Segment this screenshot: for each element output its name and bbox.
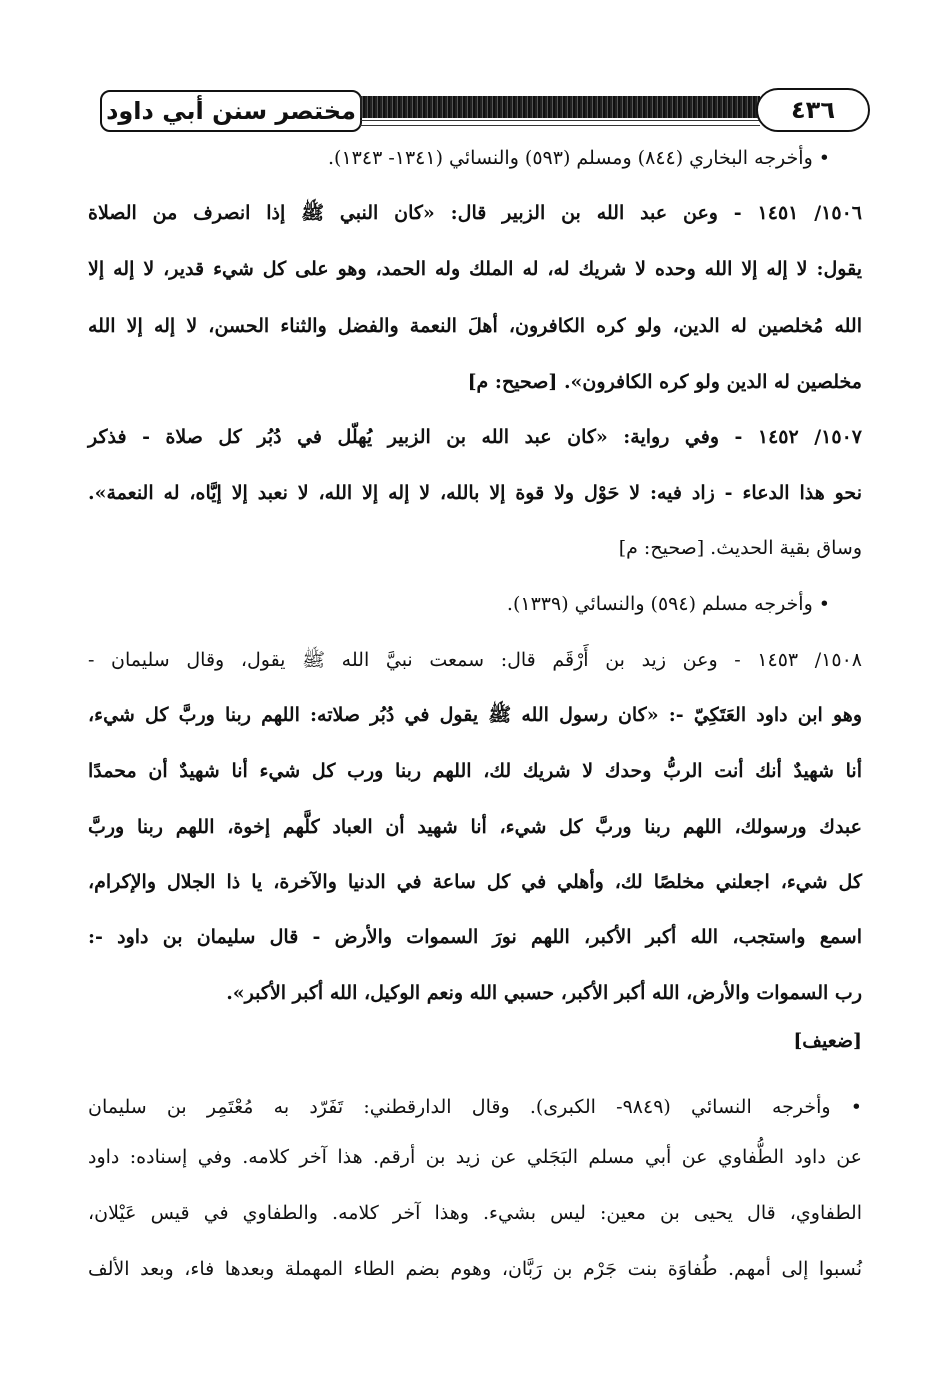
page-number: ٤٣٦	[756, 88, 870, 132]
text-line: نحو هذا الدعاء - زاد فيه: لا حَوْل ولا قوة إلا بالله، لا إله إلا الله، لا نعبد إلا إيَّاه، له النعمة».	[88, 482, 862, 504]
text-line: أنا شهيدٌ أنك أنت الربُّ وحدك لا شريك لك، اللهم ربنا ورب كل شيء أنا شهيدٌ أن محمدًا	[88, 760, 862, 782]
hadith-1508-line: ١٥٠٨/ ١٤٥٣ - وعن زيد بن أَرْقَم قال: سمعت نبيَّ الله ﷺ يقول، وقال سليمان -	[88, 649, 862, 671]
hadith-1506-line: ١٥٠٦/ ١٤٥١ - وعن عبد الله بن الزبير قال: «كان النبي ﷺ إذا انصرف من الصلاة	[88, 202, 862, 224]
text-line: • وأخرجه البخاري (٨٤٤) ومسلم (٥٩٣) والنسائي (١٣٤١- ١٣٤٣).	[328, 147, 830, 169]
hadith-1507-line: ١٥٠٧/ ١٤٥٢ - وفي رواية: «كان عبد الله بن الزبير يُهلّل في دُبُر كل صلاة - فذكر	[88, 426, 862, 448]
text-line: • وأخرجه مسلم (٥٩٤) والنسائي (١٣٣٩).	[506, 593, 830, 615]
header-rule	[360, 120, 760, 126]
text-line: عبدك ورسولك، اللهم ربنا وربَّ كل شيء، أنا شهيد أن العباد كلَّهم إخوة، اللهم ربنا وربَّ	[88, 816, 862, 838]
text-line: وهو ابن داود العَتَكِيّ -: «كان رسول الله ﷺ يقول في دُبُر صلاته: اللهم ربنا وربَّ كل شيء،	[88, 704, 862, 726]
text-line: اسمع واستجب، الله أكبر الأكبر، اللهم نورَ السموات والأرض - قال سليمان بن داود -:	[88, 926, 862, 948]
header-ornament-bar	[360, 96, 760, 118]
text-line: وساق بقية الحديث. [صحيح: م]	[618, 537, 862, 559]
text-line: عن داود الطُّفاوي عن أبي مسلم البَجَلي عن زيد بن أرقم. هذا آخر كلامه. وفي إسناده: داود	[88, 1146, 862, 1168]
text-line: نُسبوا إلى أمهم. طُفاوَة بنت جَرْم بن رَبَّان، وهوم بضم الطاء المهملة وبعدها فاء، وبعد الألف	[88, 1258, 862, 1280]
grading-label: [ضعيف]	[793, 1030, 862, 1052]
text-line: مخلصين له الدين ولو كره الكافرون». [صحيح: م]	[467, 371, 862, 393]
text-line: رب السموات والأرض، الله أكبر الأكبر، حسبي الله ونعم الوكيل، الله أكبر الأكبر».	[226, 982, 862, 1004]
running-header	[100, 88, 870, 132]
text-line: • وأخرجه النسائي (٩٨٤٩- الكبرى). وقال الدارقطني: تَفَرّد به مُعْتَمِر بن سليمان	[88, 1096, 862, 1118]
text-line: يقول: لا إله إلا الله وحده لا شريك له، له الملك وله الحمد، وهو على كل شيء قدير، لا إله إلا	[88, 258, 862, 280]
book-title: مختصر سنن أبي داود	[100, 90, 362, 132]
text-line: كل شيء، اجعلني مخلصًا لك، وأهلي في كل ساعة في الدنيا والآخرة، يا ذا الجلال والإكرام،	[88, 871, 862, 893]
text-line: الله مُخلصين له الدين، ولو كره الكافرون، أهلَ النعمة والفضل والثناء الحسن، لا إله إلا الله	[88, 315, 862, 337]
text-line: الطفاوي، قال يحيى بن معين: ليس بشيء. وهذا آخر كلامه. والطفاوي في قيس عَيْلان،	[88, 1202, 862, 1224]
